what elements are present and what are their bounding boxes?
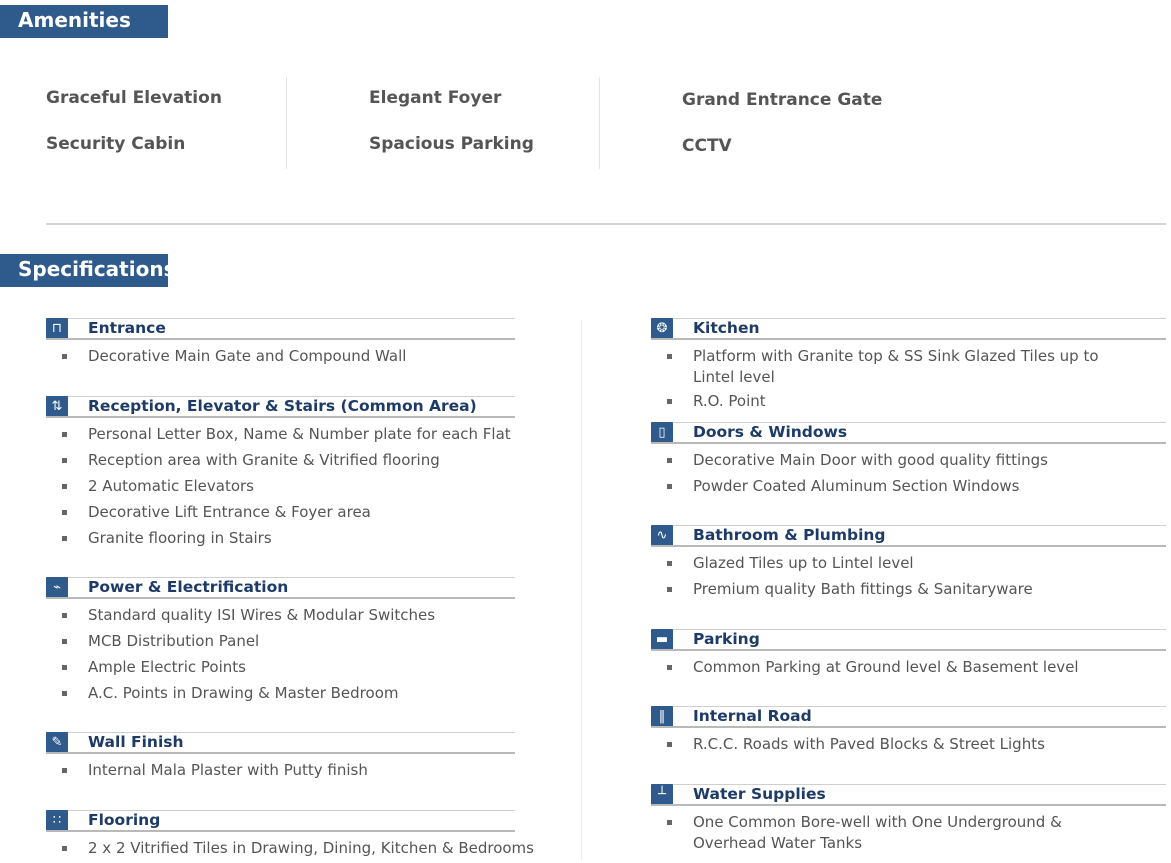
bullet-icon [62,691,67,696]
spec-list-item [651,388,1166,414]
amenity-item: Elegant Foyer [369,88,502,108]
column-divider [286,77,287,169]
spec-item-text: Decorative Main Door with good quality fittings [693,451,1048,469]
spec-title: Power & Electrification [88,578,289,596]
bullet-icon [62,665,67,670]
spec-title: Kitchen [693,319,760,337]
spec-item-text: Common Parking at Ground level & Basement level [693,658,1079,676]
spec-list [651,809,1166,854]
water-tap-icon: ┴ [651,784,673,805]
spec-header [651,525,1166,547]
spec-block [651,706,1166,757]
spec-list [651,550,1166,602]
spec-item-text: MCB Distribution Panel [88,632,260,650]
spec-item-text: R.O. Point [693,392,766,410]
spec-list-item [651,343,1133,388]
spec-list-item [46,343,515,369]
spec-list-item [46,757,515,783]
bullet-icon [62,768,67,773]
spec-list [46,421,515,551]
spec-item-text: Decorative Main Gate and Compound Wall [88,347,407,365]
spec-header [46,577,515,599]
spec-list-item [46,628,515,654]
spec-title: Wall Finish [88,733,184,751]
spec-list [46,343,515,369]
spec-header [651,422,1166,444]
bullet-icon [62,354,67,359]
bullet-icon [62,846,67,851]
spec-item-text: 2 Automatic Elevators [88,477,254,495]
spec-header [46,810,515,832]
amenity-item: Spacious Parking [369,134,534,154]
bullet-icon [667,587,672,592]
bullet-icon [667,399,672,404]
spec-rule [46,752,515,754]
spec-list [651,654,1166,680]
spec-item-text: Granite flooring in Stairs [88,529,272,547]
bullet-icon [62,484,67,489]
spec-item-text: 2 x 2 Vitrified Tiles in Drawing, Dining, Kitchen & Bedrooms [88,839,534,857]
spec-block [651,629,1166,680]
bullet-icon [667,665,672,670]
plug-icon: ⌁ [46,577,68,598]
amenity-item: Grand Entrance Gate [682,90,883,110]
gate-icon: ⊓ [46,318,68,339]
stove-icon: ❂ [651,318,673,339]
spec-list [651,343,1166,414]
spec-list-item [46,525,515,551]
spec-item-text: Personal Letter Box, Name & Number plate for each Flat [88,425,511,443]
spec-list-item [46,499,515,525]
spec-list-item [46,602,515,628]
spec-title: Reception, Elevator & Stairs (Common Area) [88,397,477,415]
spec-list-item [46,447,515,473]
spec-title: Water Supplies [693,785,826,803]
spec-item-text: Reception area with Granite & Vitrified flooring [88,451,440,469]
section-divider [46,223,1166,225]
spec-list [46,602,515,706]
spec-rule [46,338,515,340]
spec-list-item [651,654,1166,680]
spec-list-item [46,421,515,447]
spec-header [651,706,1166,728]
bullet-icon [667,458,672,463]
faucet-icon: ∿ [651,525,673,546]
spec-rule [651,338,1166,340]
spec-list [651,447,1166,499]
spec-list [46,757,515,783]
road-icon: ‖ [651,706,673,727]
spec-block [651,422,1166,499]
spec-list-item [46,654,515,680]
spec-rule [46,416,515,418]
spec-item-text: R.C.C. Roads with Paved Blocks & Street Lights [693,735,1045,753]
spec-title: Doors & Windows [693,423,848,441]
spec-header [46,318,515,340]
column-divider [599,77,600,169]
spec-header [651,318,1166,340]
amenities-heading: Amenities [0,5,168,38]
spec-item-text: Standard quality ISI Wires & Modular Switches [88,606,436,624]
bullet-icon [62,458,67,463]
car-icon: ▬ [651,629,673,650]
elevator-icon: ⇅ [46,396,68,417]
spec-item-text: Ample Electric Points [88,658,246,676]
bullet-icon [667,484,672,489]
spec-item-text: Powder Coated Aluminum Section Windows [693,477,1020,495]
spec-rule [46,597,515,599]
spec-block [651,784,1166,854]
spec-list-item [651,809,1133,854]
spec-item-text: One Common Bore-well with One Underground & Overhead Water Tanks [693,813,1062,852]
spec-list-item [46,835,534,861]
spec-rule [651,442,1166,444]
amenity-item: Security Cabin [46,134,186,154]
bullet-icon [62,432,67,437]
spec-list-item [46,473,515,499]
spec-title: Internal Road [693,707,812,725]
spec-rule [651,649,1166,651]
bullet-icon [667,742,672,747]
spec-item-text: A.C. Points in Drawing & Master Bedroom [88,684,399,702]
spec-block [46,810,534,861]
spec-title: Entrance [88,319,166,337]
bullet-icon [62,613,67,618]
amenity-item: CCTV [682,136,732,156]
spec-block [651,525,1166,602]
spec-item-text: Premium quality Bath fittings & Sanitaryware [693,580,1033,598]
bullet-icon [62,510,67,515]
spec-list-item [651,550,1166,576]
spec-list-item [651,576,1166,602]
spec-list [651,731,1166,757]
spec-header [46,396,515,418]
spec-header [651,784,1166,806]
spec-rule [651,726,1166,728]
spec-list-item [651,473,1166,499]
spec-block [651,318,1166,414]
specifications-heading: Specifications [0,254,168,287]
column-divider [581,320,582,860]
spec-item-text: Decorative Lift Entrance & Foyer area [88,503,371,521]
tiles-icon: ∷ [46,810,68,831]
spec-title: Parking [693,630,760,648]
spec-list [46,835,534,861]
paint-brush-icon: ✎ [46,732,68,753]
bullet-icon [667,354,672,359]
door-icon: ▯ [651,422,673,443]
amenity-item: Graceful Elevation [46,88,222,108]
spec-header [46,732,515,754]
spec-list-item [651,447,1166,473]
spec-rule [651,545,1166,547]
spec-title: Flooring [88,811,161,829]
spec-rule [46,830,515,832]
spec-block [46,577,515,706]
spec-block [46,318,515,369]
spec-header [651,629,1166,651]
spec-block [46,396,515,551]
bullet-icon [62,639,67,644]
bullet-icon [667,561,672,566]
spec-block [46,732,515,783]
bullet-icon [62,536,67,541]
spec-item-text: Internal Mala Plaster with Putty finish [88,761,368,779]
spec-rule [651,804,1166,806]
spec-item-text: Glazed Tiles up to Lintel level [693,554,914,572]
spec-item-text: Platform with Granite top & SS Sink Glazed Tiles up to Lintel level [693,347,1099,386]
bullet-icon [667,820,672,825]
spec-title: Bathroom & Plumbing [693,526,886,544]
spec-list-item [46,680,515,706]
spec-list-item [651,731,1166,757]
